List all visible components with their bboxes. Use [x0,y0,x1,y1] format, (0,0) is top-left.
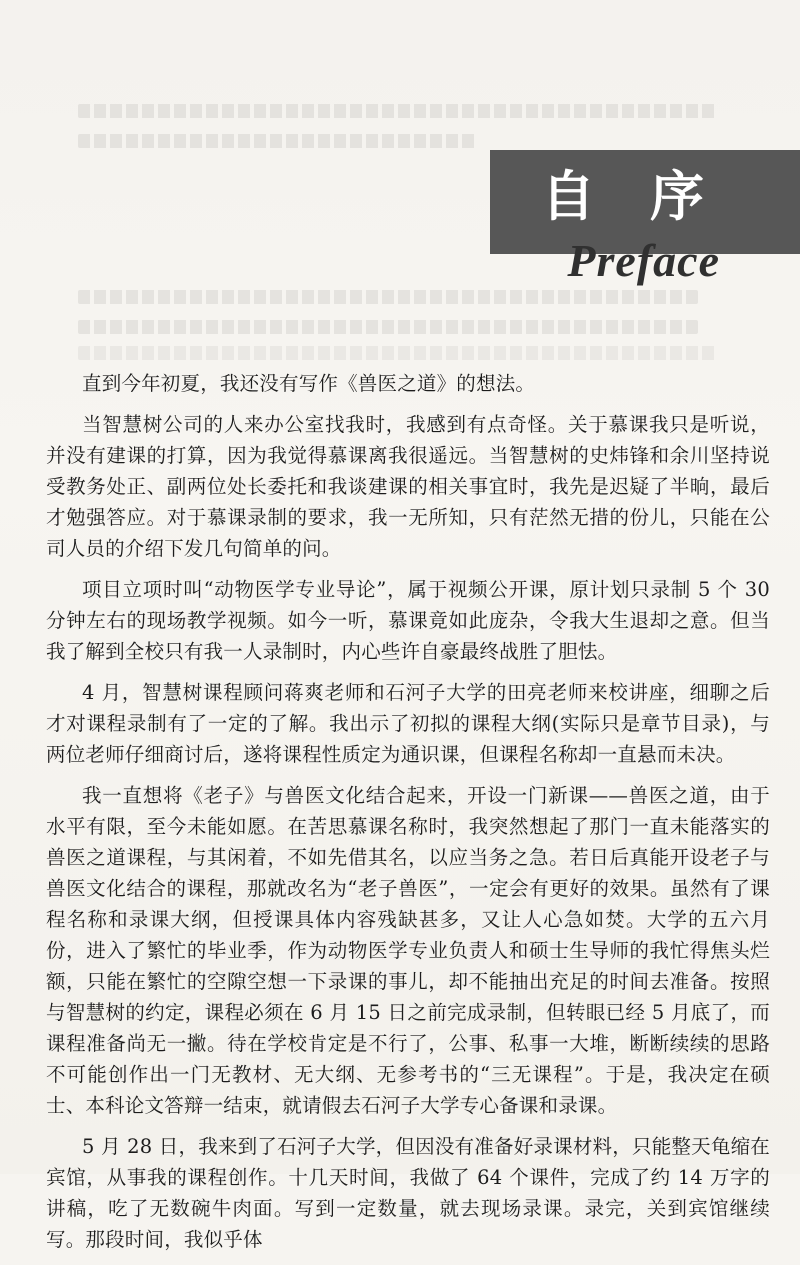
paragraph: 4 月，智慧树课程顾问蒋爽老师和石河子大学的田亮老师来校讲座，细聊之后才对课程录制有了一定的了解。我出示了初拟的课程大纲(实际只是章节目录)，与两位老师仔细商讨后，遂将课程性质定为通识课，但课程名称却一直悬而未决。 [46,681,770,766]
paragraph: 我一直想将《老子》与兽医文化结合起来，开设一门新课——兽医之道，由于水平有限，至今未能如愿。在苦思慕课名称时，我突然想起了那门一直未能落实的兽医之道课程，与其闲着，不如先借其名，以应当务之急。若日后真能开设老子与兽医文化结合的课程，那就改名为“老子兽医”，一定会有更好的效果。虽然有了课程名称和录课大纲，但授课具体内容残缺甚多，又让人心急如焚。大学的五六月份，进入了繁忙的毕业季，作为动物医学专业负责人和硕士生导师的我忙得焦头烂额，只能在繁忙的空隙空想一下录课的事儿，却不能抽出充足的时间去准备。按照与智慧树的约定，课程必须在 6 月 15 日之前完成录制，但转眼已经 5 月底了，而课程准备尚无一撇。待在学校肯定是不行了，公事、私事一大堆，断断续续的思路不可能创作出一门无教材、无大纲、无参考书的“三无课程”。于是，我决定在硕士、本科论文答辩一结束，就请假去石河子大学专心备课和录课。 [46,784,770,1117]
page-subtitle: Preface [567,235,720,286]
paragraph: 项目立项时叫“动物医学专业导论”，属于视频公开课，原计划只录制 5 个 30 分钟左右的现场教学视频。如今一听，慕课竟如此庞杂，令我大生退却之意。但当我了解到全校只有我一人录制时，内心些许自豪最终战胜了胆怯。 [46,578,770,663]
show-through-text [78,290,698,304]
show-through-text [78,134,478,148]
paragraph: 当智慧树公司的人来办公室找我时，我感到有点奇怪。关于慕课我只是听说，并没有建课的打算，因为我觉得慕课离我很遥远。当智慧树的史炜锋和余川坚持说受教务处正、副两位处长委托和我谈建课的相关事宜时，我先是迟疑了半晌，最后才勉强答应。对于慕课录制的要求，我一无所知，只有茫然无措的份儿，只能在公司人员的介绍下发几句简单的问。 [46,413,770,560]
show-through-text [78,104,718,118]
show-through-text [78,346,718,360]
preface-body [46,368,770,1265]
show-through-text [78,320,698,334]
page-title: 自 序 [541,165,722,228]
paragraph: 5 月 28 日，我来到了石河子大学，但因没有准备好录课材料，只能整天龟缩在宾馆，从事我的课程创作。十几天时间，我做了 64 个课件，完成了约 14 万字的讲稿，吃了无数碗牛肉面。写到一定数量，就去现场录课。录完，关到宾馆继续写。那段时间，我似乎体 [46,1135,770,1251]
paragraph: 直到今年初夏，我还没有写作《兽医之道》的想法。 [82,372,536,395]
